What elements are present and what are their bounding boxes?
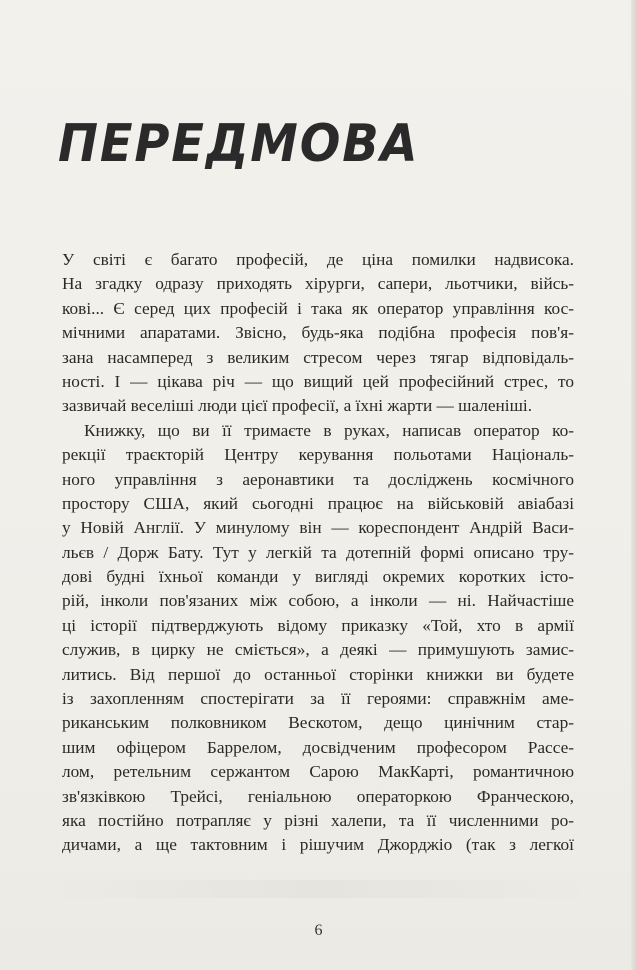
page-title: ПЕРЕДМОВА xyxy=(58,114,420,174)
page-number: 6 xyxy=(314,922,323,939)
text-line xyxy=(62,858,574,882)
text-line: у Новій Англії. У минулому він — кореспондент Андрій Васи- xyxy=(62,518,574,538)
text-line: дичами, а ще тактовним і рішучим Джорджіо (так з легкої xyxy=(62,835,574,855)
text-line: простору США, який сьогодні працює на військовій авіабазі xyxy=(62,493,574,513)
text-line: служив, в цирку не сміється», а деякі — примушують замис- xyxy=(62,640,574,660)
text-line: зазвичай веселіші люди цієї професії, а їхні жарти — шаленіші. xyxy=(62,396,533,416)
text-line: риканським полковником Вескотом, дещо цинічним стар- xyxy=(62,713,574,733)
text-line: кові... Є серед цих професій і така як оператор управління кос- xyxy=(62,298,574,318)
text-line: литись. Від першої до останньої сторінки книжки ви будете xyxy=(62,664,574,684)
text-line: ності. І — цікава річ — що вищий цей професійний стрес, то xyxy=(62,371,574,391)
text-line: яка постійно потрапляє у різні халепи, та її численними ро- xyxy=(62,810,574,830)
text-line: льєв / Дорж Бату. Тут у легкій та дотепній формі описано тру- xyxy=(62,542,574,562)
text-line: зана насамперед з великим стресом через тягар відповідаль- xyxy=(62,347,574,367)
body-text xyxy=(62,248,574,955)
text-line: На згадку одразу приходять хірурги, сапери, льотчики, війсь- xyxy=(62,274,574,294)
text-line: рій, інколи пов'язаних між собою, а інколи — ні. Найчастіше xyxy=(62,591,574,611)
text-line: Книжку, що ви її тримаєте в руках, написав оператор ко- xyxy=(84,420,574,440)
text-line: дові будні їхньої команди у вигляді окремих коротких істо- xyxy=(62,567,574,587)
text-line: зв'язківкою Трейсі, геніальною операторкою Франческою, xyxy=(62,786,574,806)
scan-shadow xyxy=(40,880,600,898)
text-line: У світі є багато професій, де ціна помилки надвисока. xyxy=(62,250,574,269)
text-line: шим офіцером Баррелом, досвідченим професором Рассе- xyxy=(62,737,574,757)
text-line: лом, ретельним сержантом Сарою МакКарті, романтичною xyxy=(62,762,574,782)
page-edge xyxy=(631,0,637,970)
text-line: рекції траєкторій Центру керування польотами Національ- xyxy=(62,445,574,465)
text-line: ного управління з аеронавтики та досліджень космічного xyxy=(62,469,574,489)
text-line: ці історії підтверджують відому приказку «Той, хто в армії xyxy=(62,615,574,635)
text-line: із захопленням спостерігати за її героями: справжнім аме- xyxy=(62,689,574,709)
text-line: мічними апаратами. Звісно, будь-яка подібна професія пов'я- xyxy=(62,323,574,343)
